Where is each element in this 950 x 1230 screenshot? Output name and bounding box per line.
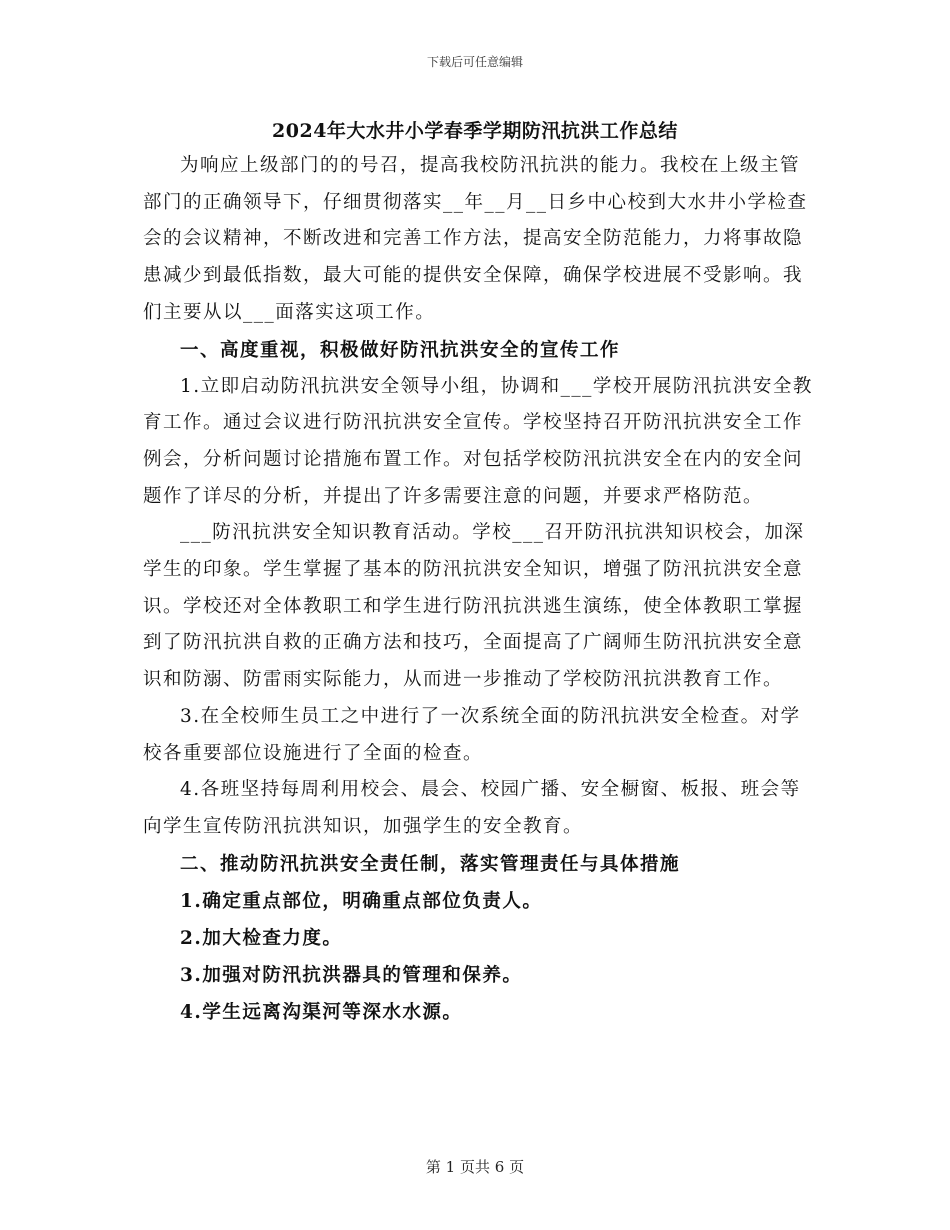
document-title: 2024年大水井小学春季学期防汛抗洪工作总结 [272,120,678,142]
section-1-item-4: 4.各班坚持每周利用校会、晨会、校园广播、安全橱窗、板报、班会等向学生宣传防汛抗洪知识，加强学生的安全教育。 [143,779,801,837]
section-2-item-2: 2.加大检查力度。 [180,927,343,949]
intro-paragraph: 为响应上级部门的的号召，提高我校防汛抗洪的能力。我校在上级主管部门的正确领导下，仔细贯彻落实__年__月__日乡中心校到大水井小学检查会的会议精神，不断改进和完善工作方法，提高安全防范能力，力将事故隐患减少到最低指数，最大可能的提供安全保障，确保学校进展不受影响。我们主要从以___面落实这项工作。 [143,155,808,323]
section-2-item-1: 1.确定重点部位，明确重点部位负责人。 [180,890,543,912]
section-1-heading: 一、高度重视，积极做好防汛抗洪安全的宣传工作 [180,339,621,361]
document-body [143,148,815,1031]
section-1-item-3: 3.在全校师生员工之中进行了一次系统全面的防汛抗洪安全检查。对学校各重要部位设施进行了全面的检查。 [143,705,801,764]
section-1-item-1: 1.立即启动防汛抗洪安全领导小组，协调和___学校开展防汛抗洪安全教育工作。通过会议进行防汛抗洪安全宣传。学校坚持召开防汛抗洪安全工作例会，分析问题讨论措施布置工作。对包括学校防汛抗洪安全在内的安全问题作了详尽的分析，并提出了许多需要注意的问题，并要求严格防范。 [143,375,813,507]
header-note: 下载后可任意编辑 [426,55,523,69]
section-2-item-3: 3.加强对防汛抗洪器具的管理和保养。 [180,964,523,986]
page-number-footer: 第 1 页共 6 页 [425,1158,525,1176]
section-2-item-4: 4.学生远离沟渠河等深水水源。 [180,1001,463,1023]
section-1-item-2: ___防汛抗洪安全知识教育活动。学校___召开防汛抗洪知识校会，加深学生的印象。学生掌握了基本的防汛抗洪安全知识，增强了防汛抗洪安全意识。学校还对全体教职工和学生进行防汛抗洪逃生演练，使全体教职工掌握到了防汛抗洪自救的正确方法和技巧，全面提高了广阔师生防汛抗洪安全意识和防溺、防雷雨实际能力，从而进一步推动了学校防汛抗洪教育工作。 [143,522,805,691]
section-2-heading: 二、推动防汛抗洪安全责任制，落实管理责任与具体措施 [180,853,681,875]
